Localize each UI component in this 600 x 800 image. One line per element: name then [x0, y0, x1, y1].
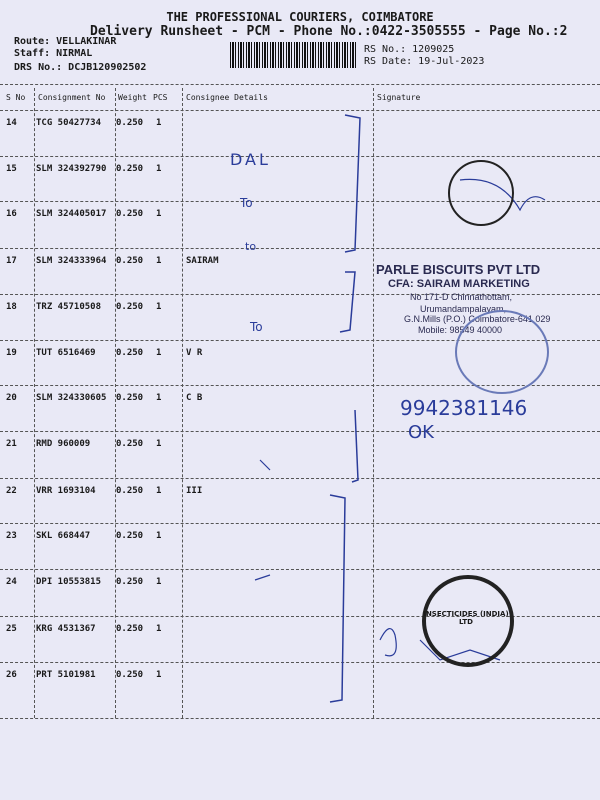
row-consignment: DPI 10553815: [36, 577, 102, 587]
row-consignee-details: III: [186, 486, 203, 496]
row-weight: 0.250: [116, 348, 144, 358]
company-seal: [455, 310, 549, 394]
row-sno: 21: [6, 439, 17, 449]
row-weight: 0.250: [116, 670, 144, 680]
handwriting-note: To: [240, 196, 253, 210]
row-sno: 18: [6, 302, 17, 312]
row-pcs: 1: [156, 439, 162, 449]
col-header-consignment: Consignment No: [38, 93, 106, 102]
row-weight: 0.250: [116, 486, 144, 496]
row-pcs: 1: [156, 486, 162, 496]
staff-label: Staff: NIRMAL: [14, 48, 93, 59]
handwriting-note: to: [245, 240, 257, 253]
rs-number: RS No.: 1209025: [364, 44, 455, 55]
row-pcs: 1: [156, 670, 162, 680]
row-weight: 0.250: [116, 577, 144, 587]
row-pcs: 1: [156, 348, 162, 358]
row-consignment: TCG 50427734: [36, 118, 102, 128]
col-header-pcs: PCS: [153, 93, 168, 102]
row-sno: 26: [6, 670, 17, 680]
parle-stamp-address: No 171-D Chinnathottam,: [410, 292, 513, 302]
col-header-signature: Signature: [377, 93, 421, 102]
row-sno: 16: [6, 209, 17, 219]
insecticides-stamp-text: INSECTICIDES (INDIA) LTD: [423, 610, 509, 626]
parle-stamp-mobile: Mobile: 98549 40000: [418, 325, 503, 335]
row-sno: 17: [6, 256, 17, 266]
row-consignment: SLM 324333964: [36, 256, 107, 266]
route-label: Route: VELLAKINAR: [14, 36, 117, 47]
row-pcs: 1: [156, 256, 162, 266]
row-consignment: SKL 668447: [36, 531, 91, 541]
row-pcs: 1: [156, 164, 162, 174]
row-pcs: 1: [156, 393, 162, 403]
rs-date: RS Date: 19-Jul-2023: [364, 56, 485, 67]
round-stamp: [448, 160, 514, 226]
row-consignment: SLM 324392790: [36, 164, 107, 174]
row-sno: 15: [6, 164, 17, 174]
col-header-weight: Weight: [118, 93, 147, 102]
row-weight: 0.250: [116, 118, 144, 128]
row-consignment: RMD 960009: [36, 439, 91, 449]
parle-stamp-cfa: CFA: SAIRAM MARKETING: [388, 278, 530, 290]
drs-number: DRS No.: DCJB120902502: [14, 62, 147, 73]
handwritten-phone: 9942381146: [400, 396, 528, 420]
handwriting-note: DAL: [230, 150, 271, 169]
row-sno: 22: [6, 486, 17, 496]
row-consignment: PRT 5101981: [36, 670, 96, 680]
col-header-sno: S No: [6, 93, 26, 102]
row-consignment: TRZ 45710508: [36, 302, 102, 312]
row-pcs: 1: [156, 302, 162, 312]
row-consignment: KRG 4531367: [36, 624, 96, 634]
row-weight: 0.250: [116, 531, 144, 541]
row-weight: 0.250: [116, 256, 144, 266]
parle-stamp-name: PARLE BISCUITS PVT LTD: [376, 262, 541, 277]
row-weight: 0.250: [116, 624, 144, 634]
row-sno: 19: [6, 348, 17, 358]
row-sno: 24: [6, 577, 17, 587]
row-weight: 0.250: [116, 393, 144, 403]
row-consignment: TUT 6516469: [36, 348, 96, 358]
row-pcs: 1: [156, 118, 162, 128]
row-pcs: 1: [156, 624, 162, 634]
row-consignee-details: C B: [186, 393, 203, 403]
row-weight: 0.250: [116, 302, 144, 312]
col-header-consignee: Consignee Details: [186, 93, 268, 102]
row-sno: 14: [6, 118, 17, 128]
row-weight: 0.250: [116, 164, 144, 174]
row-pcs: 1: [156, 209, 162, 219]
row-consignee-details: SAIRAM: [186, 256, 219, 266]
row-pcs: 1: [156, 531, 162, 541]
row-pcs: 1: [156, 577, 162, 587]
row-consignee-details: V R: [186, 348, 203, 358]
handwriting-note: To: [250, 320, 263, 334]
runsheet-title: Delivery Runsheet - PCM - Phone No.:0422-3505555 - Page No.:2: [90, 24, 568, 39]
row-weight: 0.250: [116, 439, 144, 449]
row-consignment: VRR 1693104: [36, 486, 96, 496]
row-consignment: SLM 324330605: [36, 393, 107, 403]
row-weight: 0.250: [116, 209, 144, 219]
row-sno: 25: [6, 624, 17, 634]
row-sno: 23: [6, 531, 17, 541]
parle-stamp-address: Urumandampalayam,: [420, 304, 507, 314]
company-title: THE PROFESSIONAL COURIERS, COIMBATORE: [166, 10, 434, 24]
row-consignment: SLM 324405017: [36, 209, 107, 219]
handwritten-ok: OK: [408, 422, 434, 443]
row-sno: 20: [6, 393, 17, 403]
parle-stamp-address: G.N.Mills (P.O.) Coimbatore-641 029: [404, 314, 551, 324]
